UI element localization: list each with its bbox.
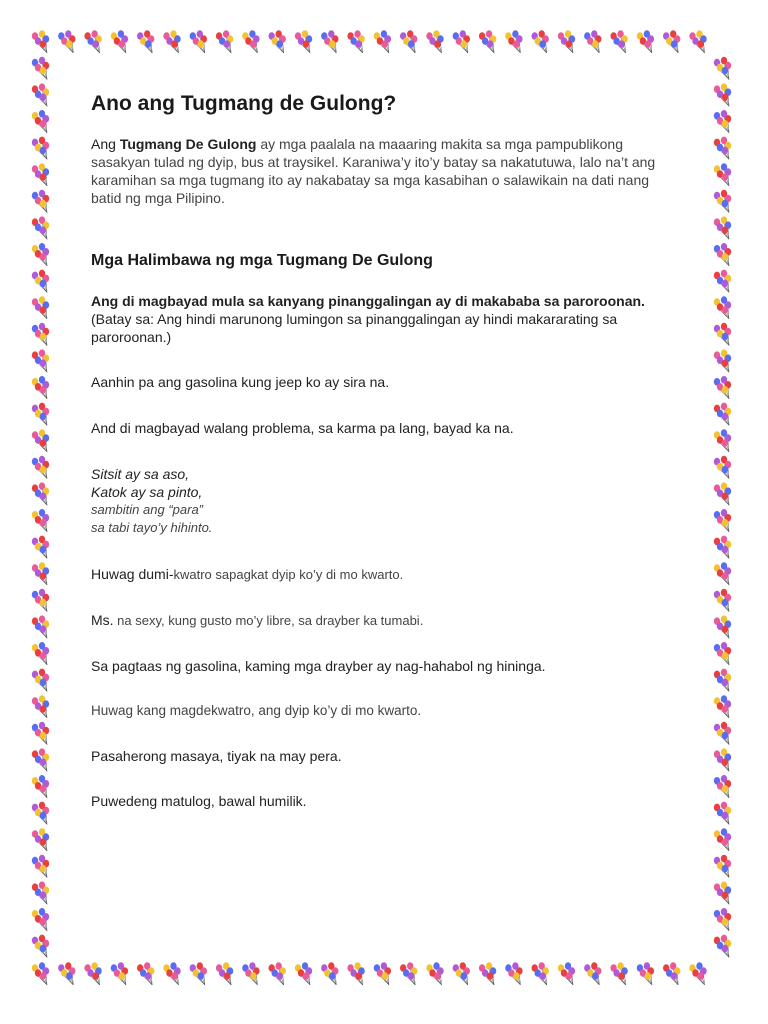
balloon-bunch-icon [32, 216, 49, 239]
balloon-bunch-icon [32, 482, 49, 505]
balloon-bunch-icon [426, 30, 443, 53]
balloon-bunch-icon [400, 962, 417, 985]
balloon-bunch-icon [190, 962, 207, 985]
document-body [91, 92, 681, 810]
example-5 [91, 565, 681, 584]
balloon-bunch-icon [532, 30, 549, 53]
balloon-bunch-icon [32, 137, 49, 160]
balloon-bunch-icon [714, 216, 731, 239]
balloon-bunch-icon [637, 30, 654, 53]
balloon-bunch-icon [32, 669, 49, 692]
example-6-a: Ms. [91, 612, 114, 628]
balloon-bunch-icon [714, 456, 731, 479]
balloon-bunch-icon [111, 962, 128, 985]
balloon-bunch-icon [714, 429, 731, 452]
example-5-b: kwatro sapagkat dyip ko’y di mo kwarto. [173, 567, 404, 582]
balloon-bunch-icon [347, 30, 364, 53]
balloon-bunch-icon [216, 30, 233, 53]
balloon-bunch-icon [714, 775, 731, 798]
balloon-bunch-icon [163, 962, 180, 985]
poem-line: Katok ay sa pinto, [91, 484, 203, 500]
balloon-bunch-icon [714, 376, 731, 399]
balloon-bunch-icon [479, 30, 496, 53]
balloon-bunch-icon [295, 30, 312, 53]
balloon-bunch-icon [714, 935, 731, 958]
balloon-bunch-icon [714, 482, 731, 505]
balloon-bunch-icon [111, 30, 128, 53]
poem-line: sambitin ang “para” [91, 502, 203, 517]
section-heading: Mga Halimbawa ng mga Tugmang De Gulong [91, 252, 433, 269]
balloon-bunch-icon [32, 802, 49, 825]
balloon-bunch-icon [479, 962, 496, 985]
balloon-bunch-icon [32, 562, 49, 585]
balloon-bunch-icon [32, 83, 49, 106]
balloon-bunch-icon [714, 403, 731, 426]
balloon-bunch-icon [714, 802, 731, 825]
example-5-a: Huwag dumi- [91, 566, 174, 582]
balloon-bunch-icon [32, 881, 49, 904]
balloon-bunch-icon [714, 296, 731, 319]
poem-line: Sitsit ay sa aso, [91, 466, 190, 482]
balloon-bunch-icon [505, 30, 522, 53]
balloon-bunch-icon [610, 30, 627, 53]
balloon-bunch-icon [32, 456, 49, 479]
balloon-bunch-icon [32, 323, 49, 346]
balloon-bunch-icon [714, 748, 731, 771]
balloon-bunch-icon [714, 509, 731, 532]
balloon-bunch-icon [32, 642, 49, 665]
balloon-bunch-icon [714, 589, 731, 612]
balloon-bunch-icon [714, 83, 731, 106]
balloon-bunch-icon [532, 962, 549, 985]
balloon-bunch-icon [689, 30, 706, 53]
balloon-bunch-icon [295, 962, 312, 985]
balloon-bunch-icon [714, 908, 731, 931]
balloon-bunch-icon [714, 642, 731, 665]
page-title: Ano ang Tugmang de Gulong? [91, 92, 397, 115]
balloon-bunch-icon [32, 30, 49, 53]
balloon-bunch-icon [32, 828, 49, 851]
balloon-bunch-icon [714, 110, 731, 133]
balloon-bunch-icon [32, 615, 49, 638]
balloon-bunch-icon [714, 163, 731, 186]
example-1-bold: Ang di magbayad mula sa kanyang pinanggalingan ay di makababa sa paroroonan. [91, 293, 645, 309]
balloon-bunch-icon [321, 962, 338, 985]
balloon-bunch-icon [689, 962, 706, 985]
intro-prefix: Ang [91, 136, 120, 152]
balloon-bunch-icon [58, 962, 75, 985]
balloon-bunch-icon [714, 270, 731, 293]
balloon-bunch-icon [190, 30, 207, 53]
balloon-bunch-icon [505, 962, 522, 985]
balloon-bunch-icon [32, 429, 49, 452]
balloon-bunch-icon [400, 30, 417, 53]
balloon-bunch-icon [558, 962, 575, 985]
balloon-bunch-icon [714, 695, 731, 718]
balloon-bunch-icon [32, 855, 49, 878]
balloon-bunch-icon [321, 30, 338, 53]
balloon-bunch-icon [714, 828, 731, 851]
intro-paragraph [91, 135, 681, 207]
balloon-bunch-icon [32, 775, 49, 798]
balloon-bunch-icon [242, 30, 259, 53]
balloon-bunch-icon [584, 962, 601, 985]
balloon-bunch-icon [32, 748, 49, 771]
balloon-bunch-icon [32, 509, 49, 532]
example-1 [91, 292, 681, 346]
balloon-bunch-icon [32, 349, 49, 372]
example-10: Puwedeng matulog, bawal humilik. [91, 793, 307, 809]
balloon-bunch-icon [32, 935, 49, 958]
balloon-bunch-icon [84, 30, 101, 53]
poem [91, 465, 681, 537]
balloon-bunch-icon [32, 589, 49, 612]
balloon-bunch-icon [374, 30, 391, 53]
balloon-bunch-icon [714, 855, 731, 878]
balloon-bunch-icon [714, 190, 731, 213]
balloon-bunch-icon [242, 962, 259, 985]
balloon-bunch-icon [453, 30, 470, 53]
balloon-bunch-icon [32, 376, 49, 399]
balloon-bunch-icon [58, 30, 75, 53]
balloon-bunch-icon [269, 962, 286, 985]
balloon-bunch-icon [558, 30, 575, 53]
balloon-bunch-icon [714, 881, 731, 904]
balloon-bunch-icon [32, 536, 49, 559]
balloon-bunch-icon [584, 30, 601, 53]
balloon-bunch-icon [32, 403, 49, 426]
balloon-bunch-icon [137, 30, 154, 53]
example-3: And di magbayad walang problema, sa karma pa lang, bayad ka na. [91, 420, 514, 436]
balloon-bunch-icon [32, 296, 49, 319]
balloon-bunch-icon [714, 615, 731, 638]
example-1-note: (Batay sa: Ang hindi marunong lumingon sa pinanggalingan ay hindi makararating sa paroroonan.) [91, 311, 618, 345]
example-8: Huwag kang magdekwatro, ang dyip ko’y di mo kwarto. [91, 703, 422, 718]
balloon-bunch-icon [32, 270, 49, 293]
balloon-bunch-icon [32, 190, 49, 213]
balloon-bunch-icon [714, 562, 731, 585]
balloon-bunch-icon [84, 962, 101, 985]
intro-text: ay mga paalala na maaaring makita sa mga pampublikong sasakyan tulad ng dyip, bus at traysikel. Karaniwa’y ito’y batay sa nakatutuwa, lalo na’t ang karamihan sa mga tugmang ito ay nakabatay sa mga kasabihan o salawikain na dati nang batid ng mga Pilipino. [91, 136, 656, 206]
balloon-bunch-icon [714, 57, 731, 80]
balloon-bunch-icon [663, 962, 680, 985]
balloon-bunch-icon [453, 962, 470, 985]
balloon-bunch-icon [32, 110, 49, 133]
poem-line: sa tabi tayo’y hihinto. [91, 520, 213, 535]
balloon-bunch-icon [374, 962, 391, 985]
balloon-bunch-icon [137, 962, 154, 985]
balloon-bunch-icon [714, 669, 731, 692]
intro-term: Tugmang De Gulong [119, 136, 257, 152]
balloon-bunch-icon [163, 30, 180, 53]
balloon-bunch-icon [426, 962, 443, 985]
balloon-bunch-icon [32, 962, 49, 985]
example-9: Pasaherong masaya, tiyak na may pera. [91, 748, 342, 764]
balloon-bunch-icon [714, 349, 731, 372]
balloon-bunch-icon [216, 962, 233, 985]
balloon-bunch-icon [714, 536, 731, 559]
balloon-bunch-icon [347, 962, 364, 985]
example-6-b: na sexy, kung gusto mo’y libre, sa drayber ka tumabi. [113, 613, 424, 628]
balloon-bunch-icon [610, 962, 627, 985]
example-7: Sa pagtaas ng gasolina, kaming mga drayber ay nag-hahabol ng hininga. [91, 658, 546, 674]
balloon-bunch-icon [32, 243, 49, 266]
balloon-bunch-icon [714, 243, 731, 266]
balloon-bunch-icon [32, 695, 49, 718]
balloon-bunch-icon [714, 722, 731, 745]
example-2: Aanhin pa ang gasolina kung jeep ko ay sira na. [91, 374, 390, 390]
balloon-bunch-icon [714, 323, 731, 346]
balloon-bunch-icon [714, 137, 731, 160]
balloon-bunch-icon [663, 30, 680, 53]
balloon-bunch-icon [269, 30, 286, 53]
example-6 [91, 611, 681, 630]
balloon-bunch-icon [32, 722, 49, 745]
balloon-bunch-icon [32, 908, 49, 931]
balloon-bunch-icon [32, 163, 49, 186]
balloon-bunch-icon [637, 962, 654, 985]
balloon-bunch-icon [32, 57, 49, 80]
